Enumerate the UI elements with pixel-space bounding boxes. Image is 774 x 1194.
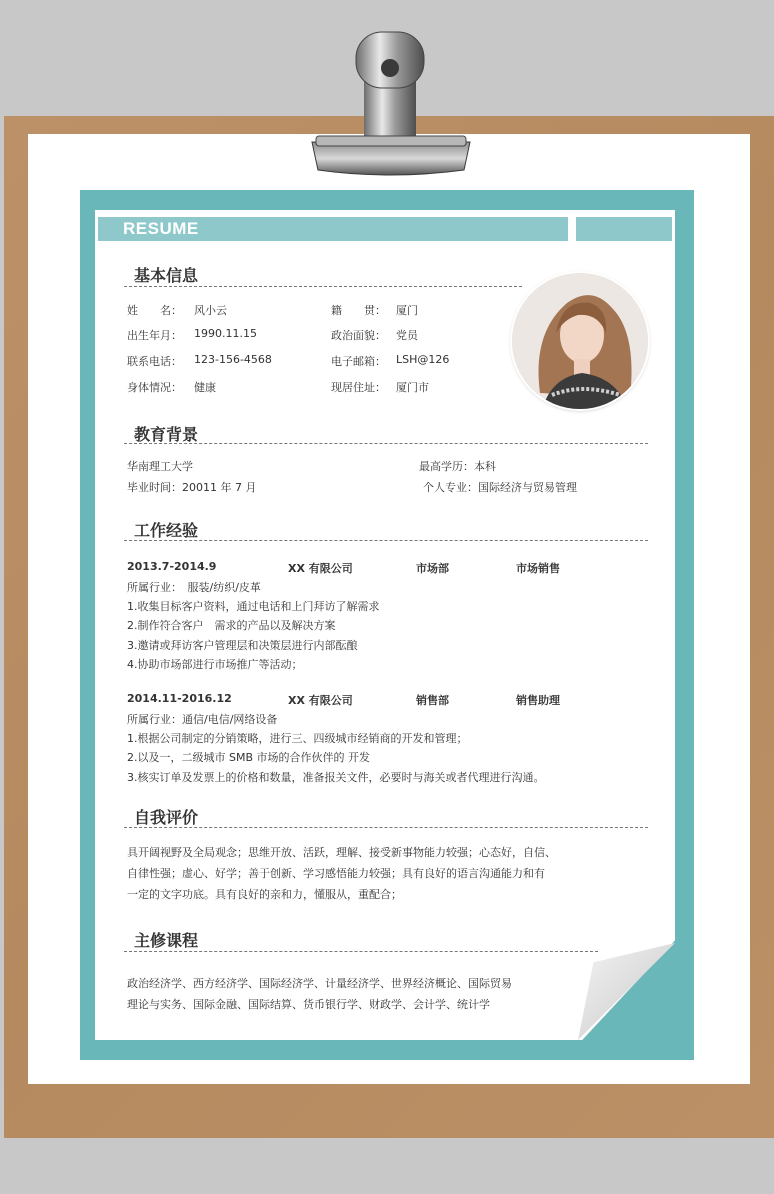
field-label: 政治面貌： xyxy=(331,329,386,342)
section-heading-education: 教育背景 xyxy=(134,425,199,444)
job-duty: 2.制作符合客户 需求的产品以及解决方案 xyxy=(127,619,336,633)
job-duty: 3.邀请或拜访客户管理层和决策层进行内部酝酿 xyxy=(127,638,358,652)
divider xyxy=(124,540,648,541)
job-dept: 市场部 xyxy=(416,562,449,575)
field-value: 1990.11.15 xyxy=(194,327,257,340)
course-line: 理论与实务、国际金融、国际结算、货币银行学、财政学、会计学、统计学 xyxy=(127,998,490,1011)
job-duty: 1.根据公司制定的分销策略，进行三、四级城市经销商的开发和管理； xyxy=(127,732,468,745)
job-company: XX 有限公司 xyxy=(288,562,353,575)
self-line: 一定的文字功底。具有良好的亲和力，懂服从，重配合； xyxy=(127,888,402,901)
job-period: 2014.11-2016.12 xyxy=(127,692,232,705)
self-line: 自律性强；虚心、好学；善于创新、学习感悟能力较强；具有良好的语言沟通能力和有 xyxy=(127,867,545,880)
field-label: 身体情况： xyxy=(127,381,182,394)
course-line: 政治经济学、西方经济学、国际经济学、计量经济学、世界经济概论、国际贸易 xyxy=(127,977,512,990)
field-value: 健康 xyxy=(194,381,216,394)
job-role: 销售助理 xyxy=(516,694,560,707)
job-dept: 销售部 xyxy=(416,694,449,707)
self-line: 具开阔视野及全局观念；思维开放、活跃，理解、接受新事物能力较强；心态好，自信、 xyxy=(127,846,556,859)
resume-title: RESUME xyxy=(123,219,199,238)
field-value: 厦门 xyxy=(396,304,418,317)
major: 个人专业：国际经济与贸易管理 xyxy=(423,481,577,494)
section-heading-self: 自我评价 xyxy=(134,808,199,827)
job-duty: 2.以及一，二级城市 SMB 市场的合作伙伴的 开发 xyxy=(127,751,371,765)
divider xyxy=(124,827,648,828)
job-industry: 所属行业：通信/电信/网络设备 xyxy=(127,713,278,726)
field-value: LSH@126 xyxy=(396,353,450,366)
field-label: 姓 名： xyxy=(127,304,182,317)
section-heading-basic: 基本信息 xyxy=(134,266,199,285)
field-value: 厦门市 xyxy=(396,381,429,394)
job-duty: 3.核实订单及发票上的价格和数量，准备报关文件，必要时与海关或者代理进行沟通。 xyxy=(127,770,545,784)
section-heading-work: 工作经验 xyxy=(134,521,199,540)
job-role: 市场销售 xyxy=(516,562,560,575)
field-label: 现居住址： xyxy=(331,381,386,394)
school-name: 华南理工大学 xyxy=(127,460,193,473)
field-label: 籍 贯： xyxy=(331,304,386,317)
divider xyxy=(124,443,648,444)
field-value: 123-156-4568 xyxy=(194,353,272,366)
divider xyxy=(124,951,598,952)
profile-photo xyxy=(512,273,648,409)
job-duty: 4.协助市场部进行市场推广等活动； xyxy=(127,657,303,671)
binder-clip-icon xyxy=(306,30,476,180)
section-heading-courses: 主修课程 xyxy=(134,931,199,950)
job-period: 2013.7-2014.9 xyxy=(127,560,217,573)
degree: 最高学历：本科 xyxy=(419,460,496,473)
field-label: 电子邮箱： xyxy=(331,355,386,368)
field-value: 风小云 xyxy=(194,304,227,317)
job-company: XX 有限公司 xyxy=(288,694,353,707)
header-band-right xyxy=(576,217,672,241)
field-value: 党员 xyxy=(396,329,418,342)
graduation-date: 毕业时间：20011 年 7 月 xyxy=(127,481,257,494)
field-label: 出生年月： xyxy=(127,329,182,342)
job-industry: 所属行业： 服装/纺织/皮革 xyxy=(127,581,261,594)
field-label: 联系电话： xyxy=(127,355,182,368)
job-duty: 1.收集目标客户资料，通过电话和上门拜访了解需求 xyxy=(127,600,380,613)
divider xyxy=(124,286,522,287)
